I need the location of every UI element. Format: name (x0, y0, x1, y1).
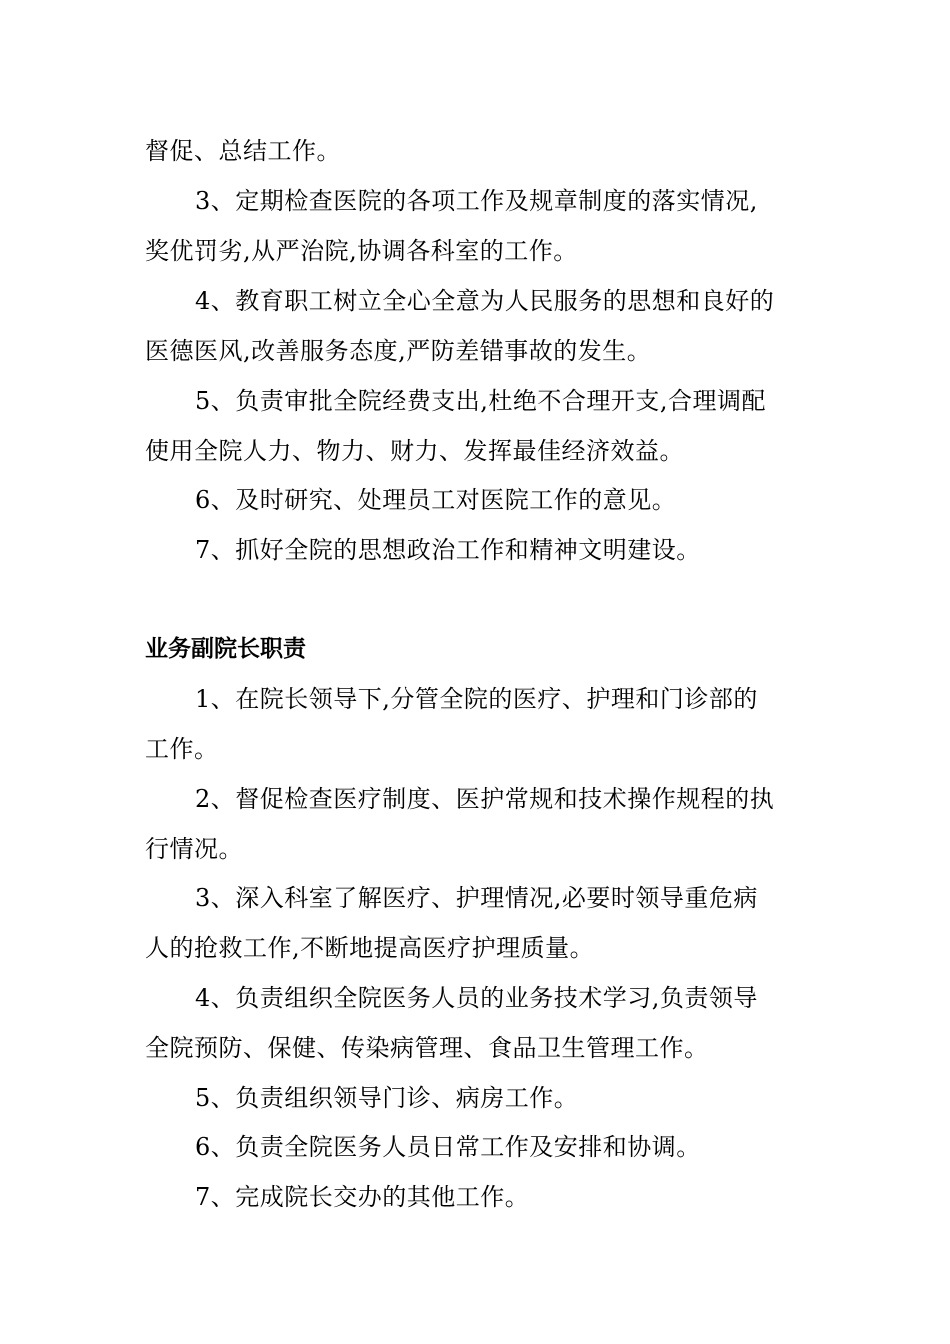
paragraph-line: 1、在院长领导下,分管全院的医疗、护理和门诊部的 (195, 685, 758, 713)
section-heading: 业务副院长职责 (145, 636, 306, 662)
paragraph-line: 6、负责全院医务人员日常工作及安排和协调。 (195, 1133, 701, 1161)
paragraph-line: 全院预防、保健、传染病管理、食品卫生管理工作。 (145, 1034, 709, 1062)
paragraph-line: 3、深入科室了解医疗、护理情况,必要时领导重危病 (195, 884, 758, 912)
paragraph-line: 7、完成院长交办的其他工作。 (195, 1183, 530, 1211)
paragraph-line: 奖优罚劣,从严治院,协调各科室的工作。 (145, 237, 578, 265)
paragraph-line: 4、教育职工树立全心全意为人民服务的思想和良好的 (195, 287, 775, 315)
paragraph-line: 使用全院人力、物力、财力、发挥最佳经济效益。 (145, 437, 684, 465)
paragraph-line: 5、负责组织领导门诊、病房工作。 (195, 1084, 579, 1112)
paragraph-line: 6、及时研究、处理员工对医院工作的意见。 (195, 486, 677, 514)
paragraph-line: 督促、总结工作。 (145, 137, 341, 165)
paragraph-line: 4、负责组织全院医务人员的业务技术学习,负责领导 (195, 984, 758, 1012)
paragraph-line: 3、定期检查医院的各项工作及规章制度的落实情况, (195, 187, 758, 215)
paragraph-line: 2、督促检查医疗制度、医护常规和技术操作规程的执 (195, 785, 775, 813)
paragraph-line: 医德医风,改善服务态度,严防差错事故的发生。 (145, 337, 652, 365)
paragraph-line: 7、抓好全院的思想政治工作和精神文明建设。 (195, 536, 701, 564)
paragraph-line: 工作。 (145, 735, 219, 763)
paragraph-line: 行情况。 (145, 835, 243, 863)
paragraph-line: 5、负责审批全院经费支出,杜绝不合理开支,合理调配 (195, 387, 767, 415)
paragraph-line: 人的抢救工作,不断地提高医疗护理质量。 (145, 934, 595, 962)
